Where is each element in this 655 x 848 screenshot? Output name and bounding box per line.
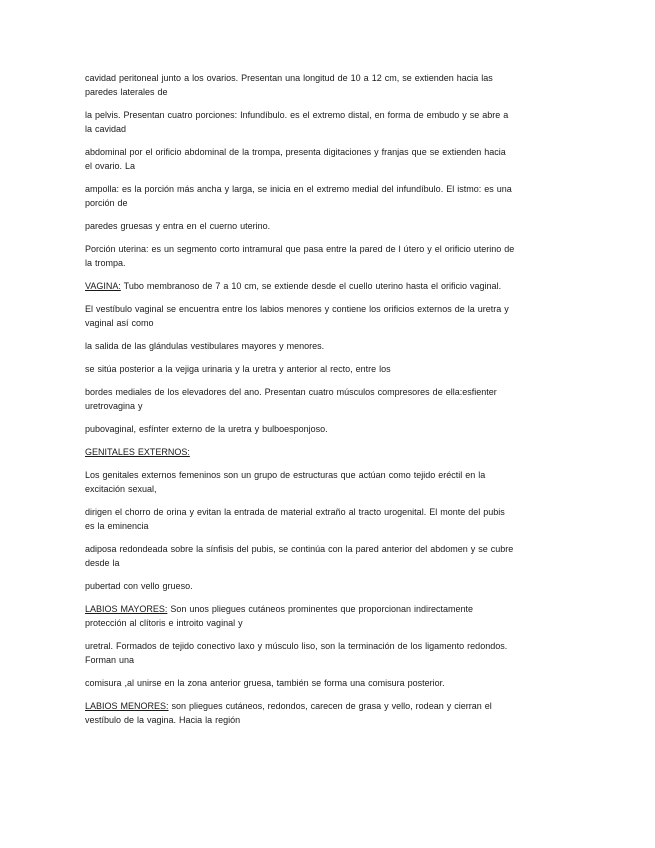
labios-mayores-paragraph [85,602,515,630]
paragraph: pubovaginal, esfínter externo de la uretra y bulboesponjoso. [85,424,328,434]
vagina-heading: VAGINA: [85,281,121,291]
paragraph: abdominal por el orificio abdominal de la trompa, presenta digitaciones y franjas que se extienden hacia el ovario. La [85,147,506,171]
document-body [85,71,515,736]
paragraph: Los genitales externos femeninos son un grupo de estructuras que actúan como tejido eréctil en la excitación sexual, [85,470,486,494]
paragraph: dirigen el chorro de orina y evitan la entrada de material extraño al tracto urogenital. El monte del pubis es la eminencia [85,507,505,531]
paragraph-text: son pliegues cutáneos, redondos, carecen de grasa y vello, rodean y cierran el vestíbulo de la vagina. Hacia la región [85,701,492,725]
paragraph-text: Son unos pliegues cutáneos prominentes que proporcionan indirectamente protección al clítoris e introito vaginal y [85,604,474,628]
paragraph: paredes gruesas y entra en el cuerno uterino. [85,221,271,231]
vagina-paragraph [85,279,515,293]
paragraph: Porción uterina: es un segmento corto intramural que pasa entre la pared de l útero y el orificio uterino de la trompa. [85,244,515,268]
labios-menores-paragraph [85,699,515,727]
paragraph: la pelvis. Presentan cuatro porciones: Infundíbulo. es el extremo distal, en forma de embudo y se abre a la cavidad [85,110,509,134]
genitales-externos-paragraph [85,445,515,459]
paragraph-text: Tubo membranoso de 7 a 10 cm, se extiende desde el cuello uterino hasta el orificio vaginal. [120,281,502,291]
paragraph: cavidad peritoneal junto a los ovarios. Presentan una longitud de 10 a 12 cm, se extienden hacia las paredes laterales de [85,73,493,97]
paragraph: adiposa redondeada sobre la sínfisis del pubis, se continúa con la pared anterior del abdomen y se cubre desde la [85,544,514,568]
labios-mayores-heading: LABIOS MAYORES: [85,604,168,614]
paragraph: El vestíbulo vaginal se encuentra entre los labios menores y contiene los orificios externos de la uretra y vaginal así como [85,304,509,328]
paragraph: comisura ,al unirse en la zona anterior gruesa, también se forma una comisura posterior. [85,678,445,688]
paragraph: ampolla: es la porción más ancha y larga, se inicia en el extremo medial del infundíbulo. El istmo: es una porción de [85,184,512,208]
paragraph: la salida de las glándulas vestibulares mayores y menores. [85,341,325,351]
genitales-externos-heading: GENITALES EXTERNOS: [85,447,190,457]
paragraph: bordes mediales de los elevadores del ano. Presentan cuatro músculos compresores de ella:esfienter uretrovagina y [85,387,497,411]
paragraph: se sitúa posterior a la vejiga urinaria y la uretra y anterior al recto, entre los [85,364,391,374]
paragraph: uretral. Formados de tejido conectivo laxo y músculo liso, son la terminación de los ligamento redondos. Forman una [85,641,508,665]
labios-menores-heading: LABIOS MENORES: [85,701,169,711]
paragraph: pubertad con vello grueso. [85,581,193,591]
